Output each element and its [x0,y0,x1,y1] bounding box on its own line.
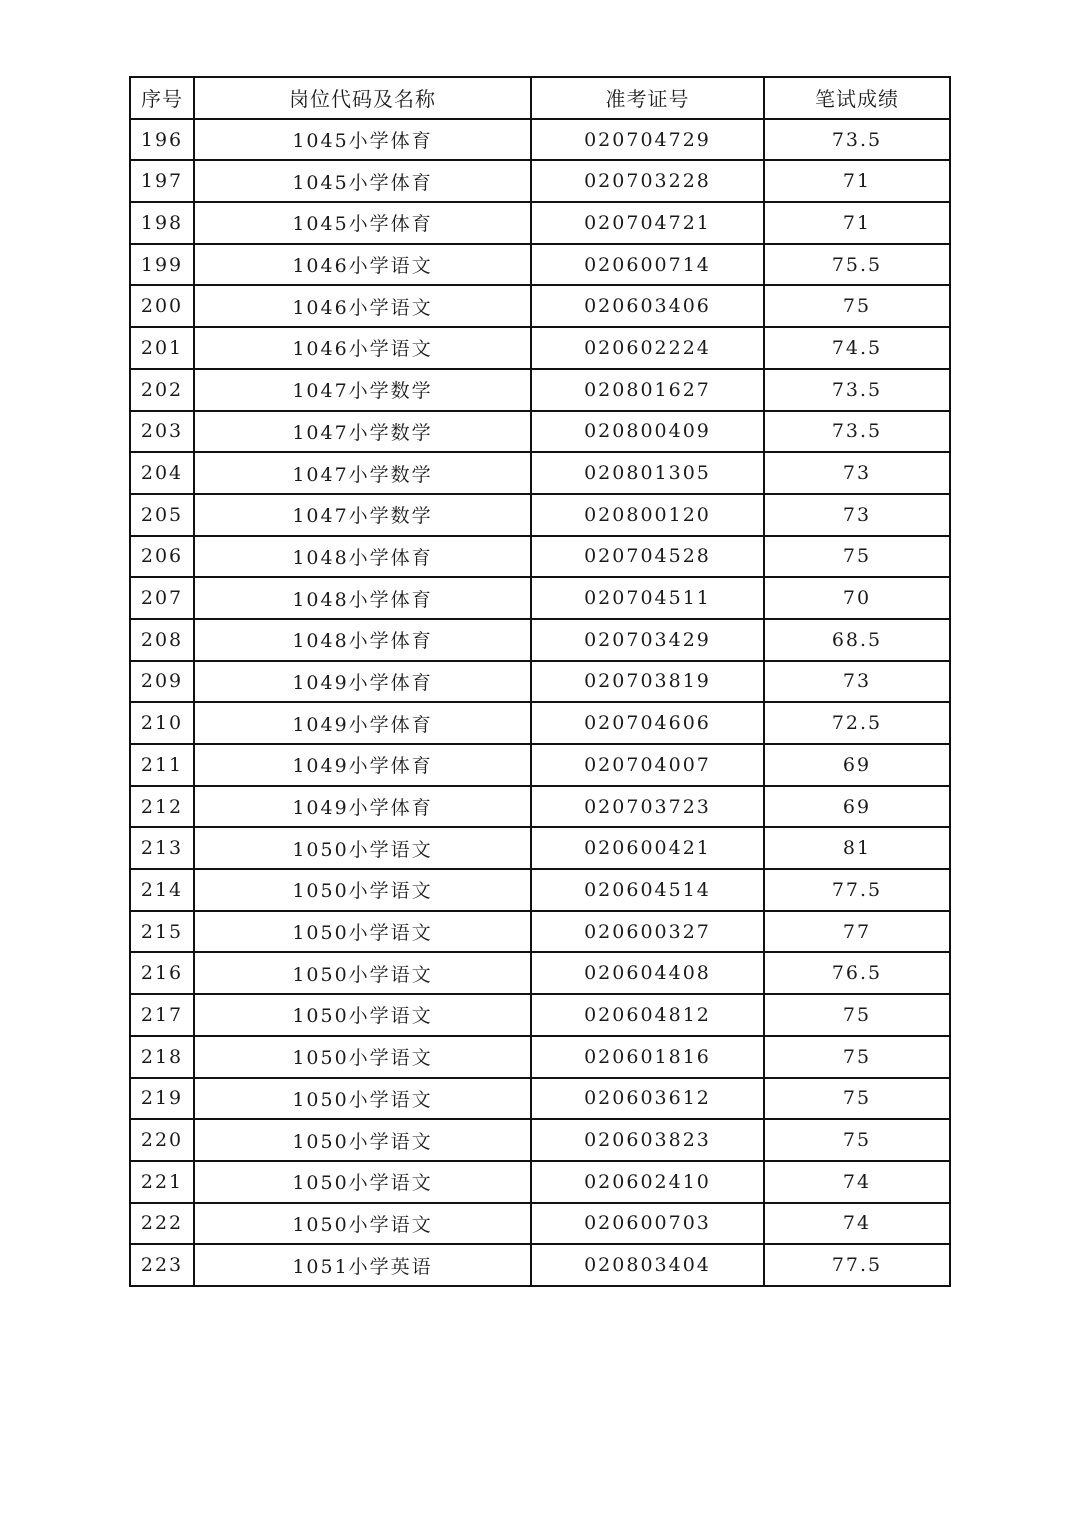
table-row [130,1119,950,1161]
table-row [130,702,950,744]
cell-ticket: 020604812 [531,994,764,1036]
cell-seq: 212 [130,786,194,828]
header-position: 岗位代码及名称 [194,77,531,119]
cell-ticket: 020704007 [531,744,764,786]
cell-seq: 196 [130,119,194,161]
cell-ticket: 020602410 [531,1161,764,1203]
cell-seq: 198 [130,202,194,244]
cell-score: 69 [764,786,950,828]
cell-position: 1047小学数学 [194,452,531,494]
cell-position: 1049小学体育 [194,786,531,828]
cell-position: 1050小学语文 [194,1161,531,1203]
table-row [130,369,950,411]
cell-seq: 214 [130,869,194,911]
cell-score: 75 [764,1036,950,1078]
cell-ticket: 020801305 [531,452,764,494]
cell-seq: 213 [130,827,194,869]
table-row [130,411,950,453]
table-row [130,452,950,494]
cell-ticket: 020603612 [531,1078,764,1120]
cell-seq: 206 [130,536,194,578]
cell-position: 1046小学语文 [194,327,531,369]
table-row [130,827,950,869]
header-row [130,77,950,119]
cell-score: 74 [764,1203,950,1245]
cell-ticket: 020604408 [531,952,764,994]
cell-score: 75.5 [764,244,950,286]
table-row [130,661,950,703]
cell-ticket: 020703819 [531,661,764,703]
cell-position: 1050小学语文 [194,1078,531,1120]
cell-ticket: 020600714 [531,244,764,286]
cell-position: 1049小学体育 [194,702,531,744]
cell-seq: 220 [130,1119,194,1161]
cell-ticket: 020601816 [531,1036,764,1078]
cell-ticket: 020603823 [531,1119,764,1161]
cell-position: 1046小学语文 [194,244,531,286]
cell-score: 77.5 [764,1244,950,1286]
table-row [130,202,950,244]
cell-ticket: 020704528 [531,536,764,578]
table-row [130,1203,950,1245]
cell-position: 1050小学语文 [194,1119,531,1161]
cell-score: 77 [764,911,950,953]
cell-score: 75 [764,1119,950,1161]
cell-position: 1047小学数学 [194,411,531,453]
cell-ticket: 020703723 [531,786,764,828]
cell-score: 71 [764,160,950,202]
table-row [130,160,950,202]
cell-score: 73.5 [764,411,950,453]
cell-position: 1049小学体育 [194,661,531,703]
cell-seq: 207 [130,577,194,619]
cell-score: 75 [764,536,950,578]
table-row [130,911,950,953]
cell-score: 73 [764,494,950,536]
table-row [130,786,950,828]
cell-seq: 218 [130,1036,194,1078]
table-row [130,285,950,327]
cell-score: 81 [764,827,950,869]
cell-seq: 199 [130,244,194,286]
cell-position: 1047小学数学 [194,369,531,411]
cell-score: 76.5 [764,952,950,994]
header-score: 笔试成绩 [764,77,950,119]
cell-position: 1049小学体育 [194,744,531,786]
cell-score: 74 [764,1161,950,1203]
cell-position: 1048小学体育 [194,577,531,619]
table-body [130,119,950,1286]
cell-ticket: 020600703 [531,1203,764,1245]
cell-seq: 215 [130,911,194,953]
cell-position: 1050小学语文 [194,1203,531,1245]
cell-position: 1045小学体育 [194,160,531,202]
table-row [130,327,950,369]
table-row [130,744,950,786]
cell-position: 1051小学英语 [194,1244,531,1286]
table-row [130,1244,950,1286]
cell-ticket: 020703429 [531,619,764,661]
cell-ticket: 020803404 [531,1244,764,1286]
cell-position: 1048小学体育 [194,536,531,578]
cell-score: 75 [764,285,950,327]
cell-ticket: 020801627 [531,369,764,411]
cell-seq: 223 [130,1244,194,1286]
cell-position: 1046小学语文 [194,285,531,327]
cell-seq: 202 [130,369,194,411]
cell-seq: 204 [130,452,194,494]
cell-seq: 208 [130,619,194,661]
scores-table [129,76,951,1287]
table-row [130,119,950,161]
cell-seq: 203 [130,411,194,453]
cell-seq: 211 [130,744,194,786]
cell-ticket: 020704729 [531,119,764,161]
table-row [130,244,950,286]
cell-ticket: 020604514 [531,869,764,911]
table-row [130,1078,950,1120]
cell-position: 1050小学语文 [194,1036,531,1078]
cell-position: 1045小学体育 [194,119,531,161]
cell-score: 71 [764,202,950,244]
cell-score: 69 [764,744,950,786]
table-row [130,994,950,1036]
cell-score: 68.5 [764,619,950,661]
cell-ticket: 020704511 [531,577,764,619]
cell-ticket: 020603406 [531,285,764,327]
cell-score: 73 [764,661,950,703]
cell-ticket: 020600327 [531,911,764,953]
cell-seq: 200 [130,285,194,327]
table-row [130,619,950,661]
cell-score: 73 [764,452,950,494]
cell-seq: 205 [130,494,194,536]
cell-ticket: 020704721 [531,202,764,244]
table-row [130,494,950,536]
table-row [130,1161,950,1203]
table-row [130,577,950,619]
cell-ticket: 020704606 [531,702,764,744]
cell-seq: 197 [130,160,194,202]
cell-ticket: 020703228 [531,160,764,202]
cell-position: 1050小学语文 [194,911,531,953]
table-row [130,869,950,911]
cell-score: 73.5 [764,119,950,161]
cell-ticket: 020800409 [531,411,764,453]
header-ticket: 准考证号 [531,77,764,119]
cell-ticket: 020600421 [531,827,764,869]
cell-position: 1050小学语文 [194,952,531,994]
cell-position: 1047小学数学 [194,494,531,536]
cell-position: 1050小学语文 [194,869,531,911]
header-seq: 序号 [130,77,194,119]
cell-seq: 201 [130,327,194,369]
cell-ticket: 020602224 [531,327,764,369]
table-header [130,77,950,119]
cell-score: 74.5 [764,327,950,369]
cell-seq: 221 [130,1161,194,1203]
cell-seq: 217 [130,994,194,1036]
cell-score: 72.5 [764,702,950,744]
cell-seq: 216 [130,952,194,994]
table-row [130,1036,950,1078]
cell-score: 70 [764,577,950,619]
cell-seq: 222 [130,1203,194,1245]
cell-ticket: 020800120 [531,494,764,536]
cell-position: 1050小学语文 [194,827,531,869]
cell-seq: 219 [130,1078,194,1120]
cell-score: 75 [764,994,950,1036]
cell-position: 1050小学语文 [194,994,531,1036]
table-row [130,952,950,994]
cell-seq: 210 [130,702,194,744]
cell-score: 75 [764,1078,950,1120]
cell-score: 73.5 [764,369,950,411]
cell-score: 77.5 [764,869,950,911]
table-row [130,536,950,578]
cell-seq: 209 [130,661,194,703]
cell-position: 1048小学体育 [194,619,531,661]
cell-position: 1045小学体育 [194,202,531,244]
